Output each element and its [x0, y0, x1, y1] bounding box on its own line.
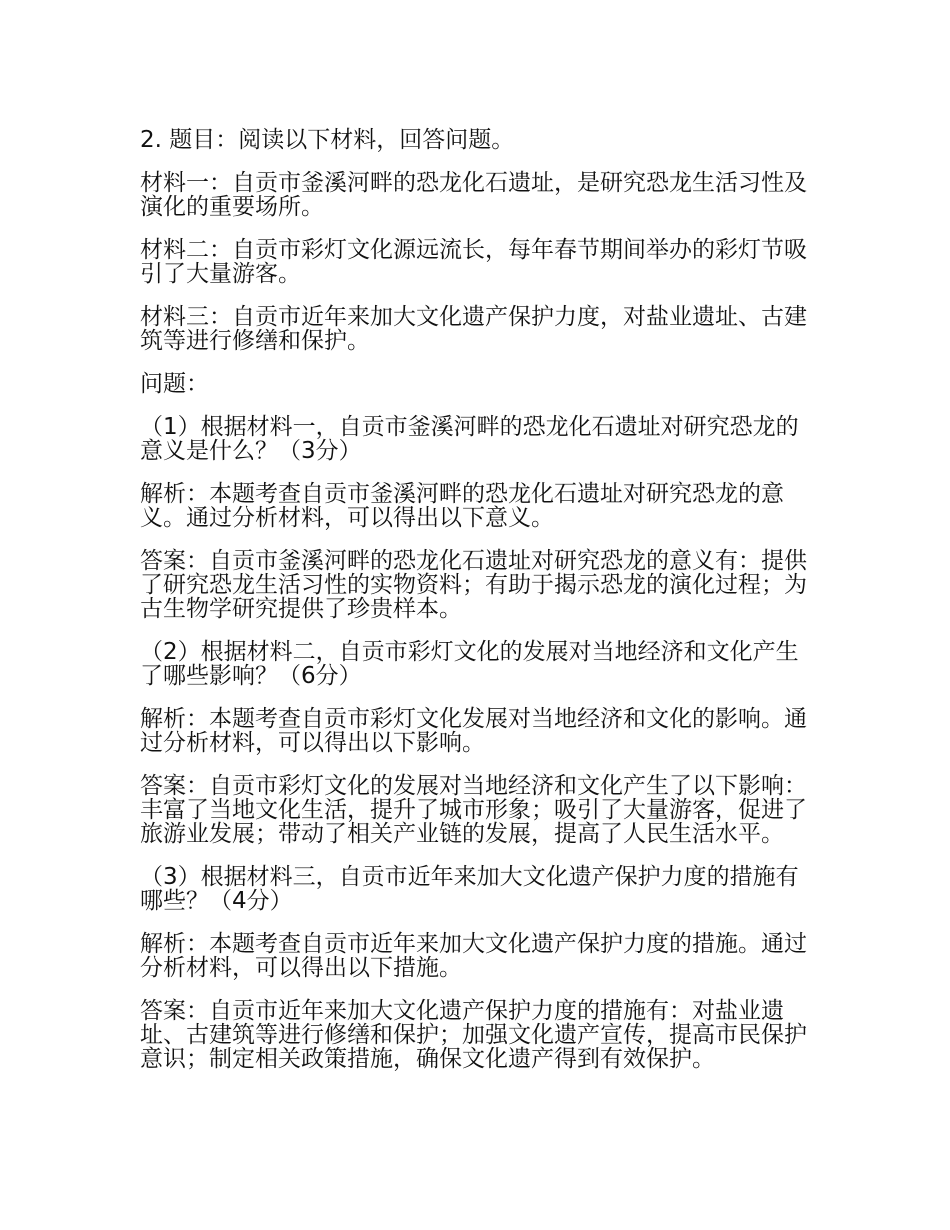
question-1-answer: 答案：自贡市釜溪河畔的恐龙化石遗址对研究恐龙的意义有：提供了研究恐龙生活习性的实物资料；有助于揭示恐龙的演化过程；为古生物学研究提供了珍贵样本。	[140, 548, 807, 622]
document-page	[140, 128, 816, 1090]
questions-label: 问题：	[140, 371, 209, 397]
material-1: 材料一：自贡市釜溪河畔的恐龙化石遗址，是研究恐龙生活习性及演化的重要场所。	[140, 170, 807, 220]
question-3-answer: 答案：自贡市近年来加大文化遗产保护力度的措施有：对盐业遗址、古建筑等进行修缮和保护；加强文化遗产宣传，提高市民保护意识；制定相关政策措施，确保文化遗产得到有效保护。	[140, 998, 807, 1072]
question-2-answer: 答案：自贡市彩灯文化的发展对当地经济和文化产生了以下影响：丰富了当地文化生活，提升了城市形象；吸引了大量游客，促进了旅游业发展；带动了相关产业链的发展，提高了人民生活水平。	[140, 773, 807, 847]
question-1-prompt: （1）根据材料一，自贡市釜溪河畔的恐龙化石遗址对研究恐龙的意义是什么？（3分）	[140, 414, 799, 464]
question-3-analysis: 解析：本题考查自贡市近年来加大文化遗产保护力度的措施。通过分析材料，可以得出以下措施。	[140, 931, 807, 981]
question-1-analysis: 解析：本题考查自贡市釜溪河畔的恐龙化石遗址对研究恐龙的意义。通过分析材料，可以得出以下意义。	[140, 481, 784, 531]
question-2-prompt: （2）根据材料二，自贡市彩灯文化的发展对当地经济和文化产生了哪些影响？（6分）	[140, 639, 799, 689]
question-2-analysis: 解析：本题考查自贡市彩灯文化发展对当地经济和文化的影响。通过分析材料，可以得出以下影响。	[140, 706, 807, 756]
material-3: 材料三：自贡市近年来加大文化遗产保护力度，对盐业遗址、古建筑等进行修缮和保护。	[140, 304, 807, 354]
question-heading: 2. 题目：阅读以下材料，回答问题。	[140, 127, 515, 153]
question-3-prompt: （3）根据材料三，自贡市近年来加大文化遗产保护力度的措施有哪些？（4分）	[140, 864, 799, 914]
material-2: 材料二：自贡市彩灯文化源远流长，每年春节期间举办的彩灯节吸引了大量游客。	[140, 237, 807, 287]
